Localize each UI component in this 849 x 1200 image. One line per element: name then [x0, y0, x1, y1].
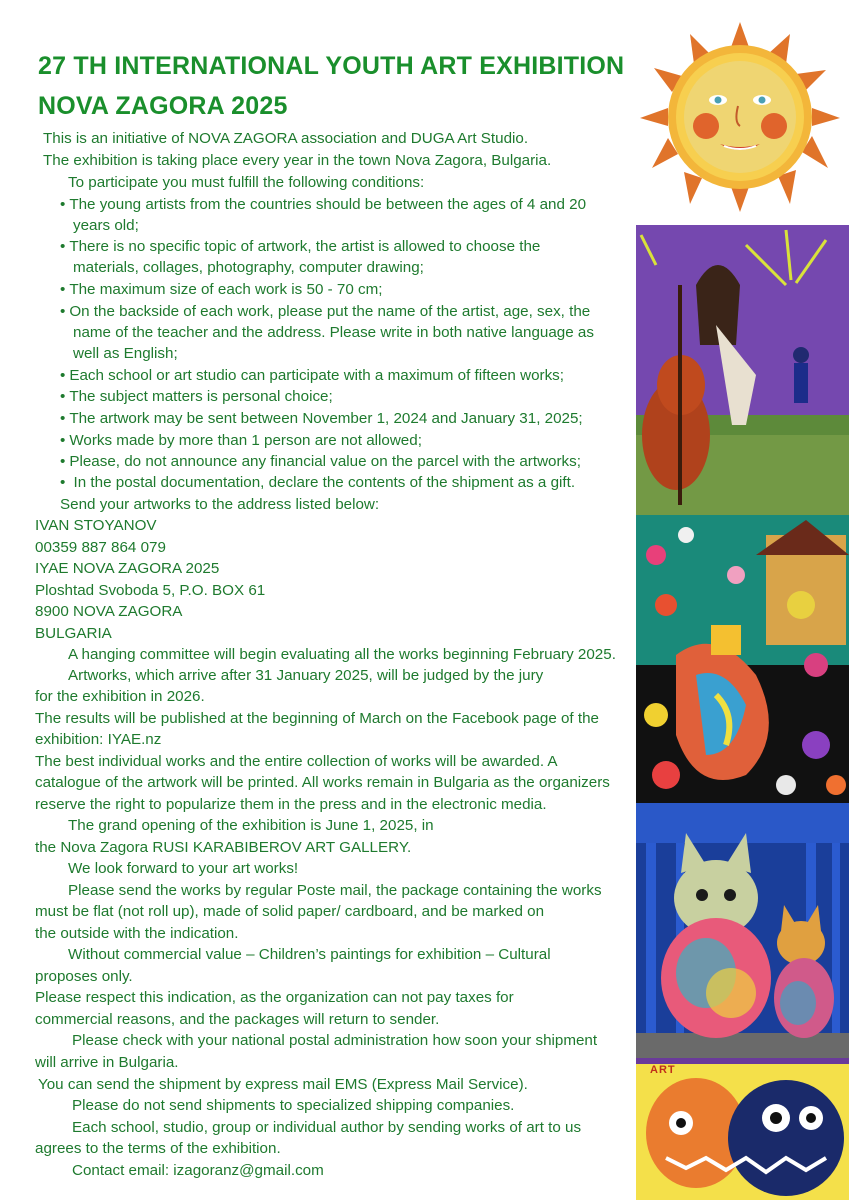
- body-line: Please do not send shipments to specialized shipping companies.: [72, 1097, 515, 1114]
- body-line: for the exhibition in 2026.: [35, 688, 205, 705]
- body-line: We look forward to your art works!: [68, 860, 299, 877]
- cats-artwork: [636, 803, 849, 1058]
- page-title-line1: 27 TH INTERNATIONAL YOUTH ART EXHIBITION: [38, 52, 625, 80]
- condition-item: • There is no specific topic of artwork, the artist is allowed to choose the: [60, 238, 541, 255]
- address-line: BULGARIA: [35, 625, 112, 642]
- condition-item: • Each school or art studio can participate with a maximum of fifteen works;: [60, 367, 564, 384]
- face-artwork: [636, 1058, 849, 1200]
- address-line: Ploshtad Svoboda 5, P.O. BOX 61: [35, 582, 266, 599]
- body-line: The grand opening of the exhibition is June 1, 2025, in: [68, 817, 434, 834]
- body-line: proposes only.: [35, 968, 133, 985]
- page-title-line2: NOVA ZAGORA 2025: [38, 92, 288, 120]
- contact-email: Contact email: izagoranz@gmail.com: [72, 1162, 324, 1179]
- body-line: reserve the right to popularize them in the press and in the electronic media.: [35, 796, 547, 813]
- condition-item-cont: name of the teacher and the address. Please write in both native language as: [73, 324, 594, 341]
- address-line: 8900 NOVA ZAGORA: [35, 603, 183, 620]
- intro-line: The exhibition is taking place every year in the town Nova Zagora, Bulgaria.: [43, 152, 552, 169]
- body-line: exhibition: IYAE.nz: [35, 731, 162, 748]
- condition-item: • On the backside of each work, please put the name of the artist, age, sex, the: [60, 303, 591, 320]
- face-drawing: [636, 1058, 849, 1200]
- body-line: the outside with the indication.: [35, 925, 239, 942]
- condition-item: • Works made by more than 1 person are not allowed;: [60, 432, 422, 449]
- condition-item: • Please, do not announce any financial value on the parcel with the artworks;: [60, 453, 581, 470]
- condition-item: • The young artists from the countries should be between the ages of 4 and 20: [60, 196, 587, 213]
- condition-item-cont: years old;: [73, 217, 139, 234]
- body-line: You can send the shipment by express mail EMS (Express Mail Service).: [38, 1076, 528, 1093]
- body-line: must be flat (not roll up), made of solid paper/ cardboard, and be marked on: [35, 903, 545, 920]
- condition-item: • The subject matters is personal choice;: [60, 388, 333, 405]
- body-line: will arrive in Bulgaria.: [35, 1054, 179, 1071]
- address-line: IVAN STOYANOV: [35, 517, 157, 534]
- intro-line: This is an initiative of NOVA ZAGORA association and DUGA Art Studio.: [43, 130, 529, 147]
- sun-artwork: [640, 22, 840, 212]
- body-line: Artworks, which arrive after 31 January 2025, will be judged by the jury: [68, 667, 544, 684]
- address-line: 00359 887 864 079: [35, 539, 166, 556]
- condition-item: • In the postal documentation, declare the contents of the shipment as a gift.: [60, 474, 576, 491]
- body-line: The best individual works and the entire collection of works will be awarded. A: [35, 753, 558, 770]
- body-line: Please check with your national postal administration how soon your shipment: [72, 1032, 598, 1049]
- body-line: A hanging committee will begin evaluating all the works beginning February 2025.: [68, 646, 616, 663]
- send-intro: Send your artworks to the address listed below:: [60, 496, 380, 513]
- condition-item-cont: materials, collages, photography, computer drawing;: [73, 259, 424, 276]
- body-line: agrees to the terms of the exhibition.: [35, 1140, 281, 1157]
- body-line: Please respect this indication, as the organization can not pay taxes for: [35, 989, 514, 1006]
- artwork-scrawl: ART: [650, 1064, 676, 1076]
- body-line: Without commercial value – Children’s paintings for exhibition – Cultural: [68, 946, 551, 963]
- body-line: Please send the works by regular Poste mail, the package containing the works: [68, 882, 602, 899]
- body-line: Each school, studio, group or individual author by sending works of art to us: [72, 1119, 582, 1136]
- address-line: IYAE NOVA ZAGORA 2025: [35, 560, 220, 577]
- body-line: the Nova Zagora RUSI KARABIBEROV ART GALLERY.: [35, 839, 412, 856]
- condition-item-cont: well as English;: [73, 345, 178, 362]
- intro-line: To participate you must fulfill the following conditions:: [68, 174, 425, 191]
- cello-artwork: [636, 225, 849, 515]
- body-line: commercial reasons, and the packages will return to sender.: [35, 1011, 440, 1028]
- condition-item: • The maximum size of each work is 50 - 70 cm;: [60, 281, 383, 298]
- body-line: catalogue of the artwork will be printed. All works remain in Bulgaria as the organizers: [35, 774, 610, 791]
- condition-item: • The artwork may be sent between November 1, 2024 and January 31, 2025;: [60, 410, 583, 427]
- bird-flowers-artwork: [636, 515, 849, 803]
- body-line: The results will be published at the beginning of March on the Facebook page of the: [35, 710, 599, 727]
